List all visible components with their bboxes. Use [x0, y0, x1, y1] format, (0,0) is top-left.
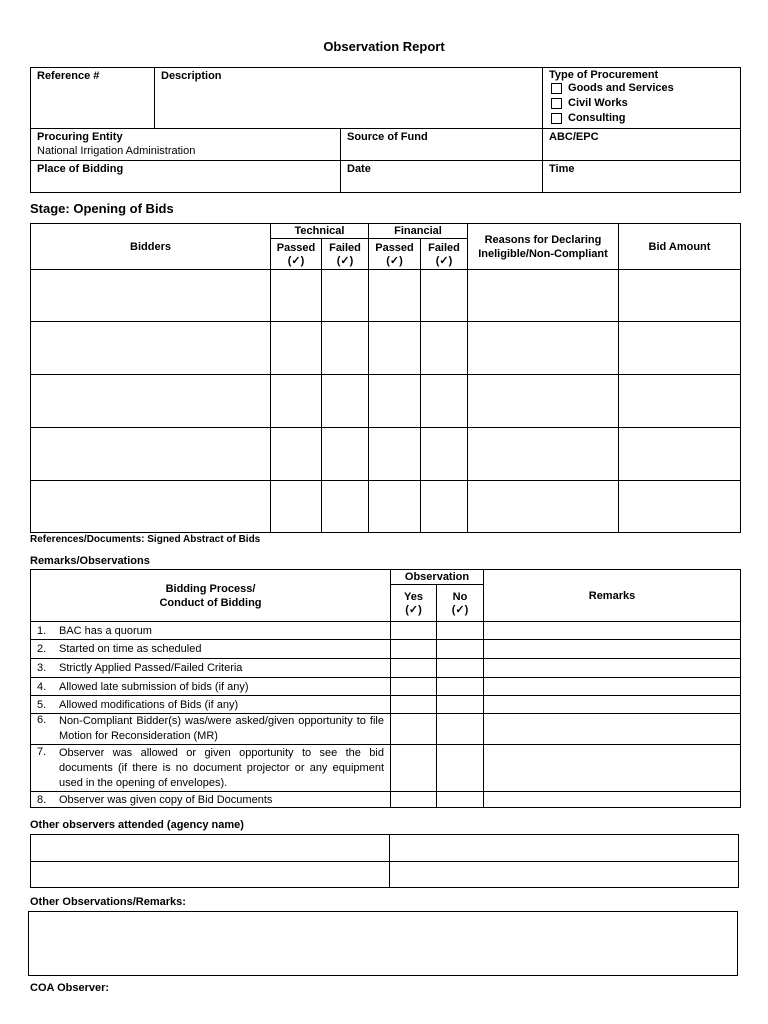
- fin-failed-cell[interactable]: [421, 428, 468, 481]
- item-text: Allowed late submission of bids (if any): [59, 680, 249, 693]
- checkbox-civil-works[interactable]: [551, 98, 562, 109]
- observer-agency-cell[interactable]: [390, 835, 739, 862]
- tech-failed-cell[interactable]: [322, 481, 369, 533]
- remarks-cell[interactable]: [484, 792, 741, 808]
- item-text: BAC has a quorum: [59, 624, 152, 637]
- observer-agency-cell[interactable]: [31, 835, 390, 862]
- observer-agency-cell[interactable]: [31, 862, 390, 888]
- bidder-cell[interactable]: [31, 481, 271, 533]
- source-of-fund-label: Source of Fund: [347, 131, 428, 143]
- reasons-header: [468, 224, 619, 270]
- yes-cell[interactable]: [391, 659, 437, 678]
- bidder-row: [31, 481, 741, 533]
- process-item: [31, 640, 391, 659]
- header-table: [30, 67, 741, 193]
- fin-passed-cell[interactable]: [369, 481, 421, 533]
- place-of-bidding-cell[interactable]: [31, 161, 341, 193]
- tech-passed-cell[interactable]: [271, 322, 322, 375]
- reference-cell[interactable]: [31, 68, 155, 129]
- tech-failed-cell[interactable]: [322, 375, 369, 428]
- bidders-header: Bidders: [31, 224, 271, 270]
- check-mark-icon: (✓): [435, 254, 453, 267]
- observation-header: Observation: [391, 570, 484, 585]
- tech-passed-cell[interactable]: [271, 270, 322, 322]
- check-mark-icon: (✓): [386, 254, 403, 267]
- other-observations-field[interactable]: [29, 912, 738, 976]
- bidding-process-header: [31, 570, 391, 622]
- bidding-process-line1: Bidding Process/: [165, 582, 256, 595]
- process-item-row: [31, 714, 741, 745]
- process-item-row: [31, 640, 741, 659]
- yes-header: [391, 585, 437, 622]
- process-item: [31, 714, 391, 745]
- tech-failed-cell[interactable]: [322, 270, 369, 322]
- no-label: No: [452, 590, 468, 603]
- reasons-cell[interactable]: [468, 375, 619, 428]
- bid-amount-cell[interactable]: [619, 270, 741, 322]
- passed-label: Passed: [375, 241, 414, 254]
- checkbox-consulting[interactable]: [551, 113, 562, 124]
- observer-agency-cell[interactable]: [390, 862, 739, 888]
- remarks-cell[interactable]: [484, 745, 741, 792]
- financial-failed-header: [421, 239, 468, 270]
- process-item-row: [31, 659, 741, 678]
- type-of-procurement-cell: [543, 68, 741, 129]
- process-item: [31, 678, 391, 696]
- description-cell[interactable]: [155, 68, 543, 129]
- process-item-row: [31, 622, 741, 640]
- tech-passed-cell[interactable]: [271, 481, 322, 533]
- reasons-cell[interactable]: [468, 322, 619, 375]
- item-text: Started on time as scheduled: [59, 643, 202, 655]
- yes-cell[interactable]: [391, 714, 437, 745]
- remarks-cell[interactable]: [484, 622, 741, 640]
- option-label: Consulting: [568, 112, 626, 124]
- place-of-bidding-label: Place of Bidding: [37, 163, 124, 175]
- bid-amount-cell[interactable]: [619, 322, 741, 375]
- remarks-cell[interactable]: [484, 659, 741, 678]
- no-cell[interactable]: [437, 714, 484, 745]
- coa-observer-label: COA Observer:: [30, 982, 110, 994]
- check-mark-icon: (✓): [336, 254, 354, 267]
- bidder-row: [31, 428, 741, 481]
- checkbox-goods-and-services[interactable]: [551, 83, 562, 94]
- bid-amount-cell[interactable]: [619, 375, 741, 428]
- process-item-row: [31, 745, 741, 792]
- bidding-process-line2: Conduct of Bidding: [159, 596, 262, 609]
- fin-failed-cell[interactable]: [421, 322, 468, 375]
- item-text: Observer was given copy of Bid Documents: [59, 793, 273, 806]
- technical-failed-header: [322, 239, 369, 270]
- description-label: Description: [161, 70, 222, 82]
- process-item: [31, 745, 391, 792]
- option-civil-works[interactable]: [549, 96, 734, 111]
- bidder-cell[interactable]: [31, 375, 271, 428]
- bids-table: [30, 223, 741, 533]
- procuring-entity-cell[interactable]: [31, 129, 341, 161]
- yes-label: Yes: [404, 590, 423, 603]
- bidder-cell[interactable]: [31, 270, 271, 322]
- item-text: Strictly Applied Passed/Failed Criteria: [59, 662, 243, 674]
- item-text: Non-Compliant Bidder(s) was/were asked/given opportunity to file Motion for Reconsideration (MR): [59, 715, 384, 742]
- yes-cell[interactable]: [391, 622, 437, 640]
- remarks-cell[interactable]: [484, 678, 741, 696]
- financial-header: Financial: [369, 224, 468, 239]
- remarks-cell[interactable]: [484, 640, 741, 659]
- item-number: 1.: [37, 624, 47, 637]
- bidder-row: [31, 322, 741, 375]
- reasons-cell[interactable]: [468, 481, 619, 533]
- bidder-row: [31, 375, 741, 428]
- passed-label: Passed: [276, 241, 316, 254]
- tech-failed-cell[interactable]: [322, 322, 369, 375]
- option-label: Goods and Services: [568, 82, 674, 94]
- remarks-cell[interactable]: [484, 714, 741, 745]
- abc-epc-label: ABC/EPC: [549, 131, 599, 143]
- item-number: 7.: [37, 745, 47, 758]
- failed-label: Failed: [428, 241, 460, 254]
- item-number: 6.: [37, 714, 47, 726]
- procuring-entity-value: National Irrigation Administration: [37, 145, 196, 157]
- process-item: [31, 659, 391, 678]
- tech-passed-cell[interactable]: [271, 375, 322, 428]
- no-cell[interactable]: [437, 696, 484, 714]
- reasons-cell[interactable]: [468, 270, 619, 322]
- procuring-entity-label: Procuring Entity: [37, 131, 123, 143]
- item-text: Observer was allowed or given opportunity to see the bid documents (if there is no document projector or any equipment used in the opening of envelopes).: [59, 746, 384, 789]
- item-number: 2.: [37, 643, 47, 655]
- other-observations-box: [28, 911, 738, 976]
- remarks-table: [30, 569, 741, 808]
- technical-header: Technical: [271, 224, 369, 239]
- fin-failed-cell[interactable]: [421, 375, 468, 428]
- yes-cell[interactable]: [391, 696, 437, 714]
- remarks-header: Remarks: [484, 570, 741, 622]
- fin-passed-cell[interactable]: [369, 428, 421, 481]
- option-goods-and-services[interactable]: [549, 81, 734, 96]
- date-cell[interactable]: [341, 161, 543, 193]
- process-item: [31, 622, 391, 640]
- process-item-row: [31, 792, 741, 808]
- item-number: 4.: [37, 680, 47, 693]
- no-cell[interactable]: [437, 640, 484, 659]
- option-consulting[interactable]: [549, 111, 734, 126]
- item-text: Allowed modifications of Bids (if any): [59, 698, 239, 711]
- reasons-header-line2: Ineligible/Non-Compliant: [478, 247, 608, 260]
- item-number: 5.: [37, 698, 47, 711]
- yes-cell[interactable]: [391, 745, 437, 792]
- bid-amount-header: Bid Amount: [619, 224, 741, 270]
- no-cell[interactable]: [437, 792, 484, 808]
- failed-label: Failed: [329, 241, 361, 254]
- no-cell[interactable]: [437, 678, 484, 696]
- financial-passed-header: [369, 239, 421, 270]
- time-cell[interactable]: [543, 161, 741, 193]
- no-cell[interactable]: [437, 622, 484, 640]
- yes-cell[interactable]: [391, 678, 437, 696]
- bidder-row: [31, 270, 741, 322]
- bid-amount-cell[interactable]: [619, 481, 741, 533]
- date-label: Date: [347, 163, 371, 175]
- fin-passed-cell[interactable]: [369, 375, 421, 428]
- process-item: [31, 696, 391, 714]
- process-item-row: [31, 696, 741, 714]
- bidder-cell[interactable]: [31, 428, 271, 481]
- tech-failed-cell[interactable]: [322, 428, 369, 481]
- type-of-procurement-label: Type of Procurement: [549, 69, 659, 81]
- remarks-section-label: Remarks/Observations: [30, 555, 150, 567]
- yes-cell[interactable]: [391, 792, 437, 808]
- stage-title: Stage: Opening of Bids: [30, 201, 174, 216]
- check-mark-icon: (✓): [287, 254, 305, 267]
- reasons-header-line1: Reasons for Declaring: [484, 233, 602, 246]
- yes-cell[interactable]: [391, 640, 437, 659]
- option-label: Civil Works: [568, 97, 628, 109]
- other-observers-table: [30, 834, 739, 888]
- item-number: 8.: [37, 793, 47, 806]
- fin-failed-cell[interactable]: [421, 481, 468, 533]
- references-caption: References/Documents: Signed Abstract of Bids: [30, 534, 261, 545]
- reference-label: Reference #: [37, 70, 100, 82]
- other-observers-label: Other observers attended (agency name): [30, 819, 244, 831]
- no-cell[interactable]: [437, 745, 484, 792]
- no-header: [437, 585, 484, 622]
- abc-epc-cell[interactable]: [543, 129, 741, 161]
- item-number: 3.: [37, 662, 47, 674]
- fin-passed-cell[interactable]: [369, 322, 421, 375]
- technical-passed-header: [271, 239, 322, 270]
- remarks-cell[interactable]: [484, 696, 741, 714]
- fin-failed-cell[interactable]: [421, 270, 468, 322]
- tech-passed-cell[interactable]: [271, 428, 322, 481]
- fin-passed-cell[interactable]: [369, 270, 421, 322]
- bid-amount-cell[interactable]: [619, 428, 741, 481]
- time-label: Time: [549, 163, 575, 175]
- other-observations-label: Other Observations/Remarks:: [30, 896, 186, 908]
- page-title: Observation Report: [323, 39, 445, 54]
- bidder-cell[interactable]: [31, 322, 271, 375]
- process-item: [31, 792, 391, 808]
- check-mark-icon: (✓): [451, 603, 469, 616]
- source-of-fund-cell[interactable]: [341, 129, 543, 161]
- reasons-cell[interactable]: [468, 428, 619, 481]
- check-mark-icon: (✓): [405, 603, 422, 616]
- process-item-row: [31, 678, 741, 696]
- no-cell[interactable]: [437, 659, 484, 678]
